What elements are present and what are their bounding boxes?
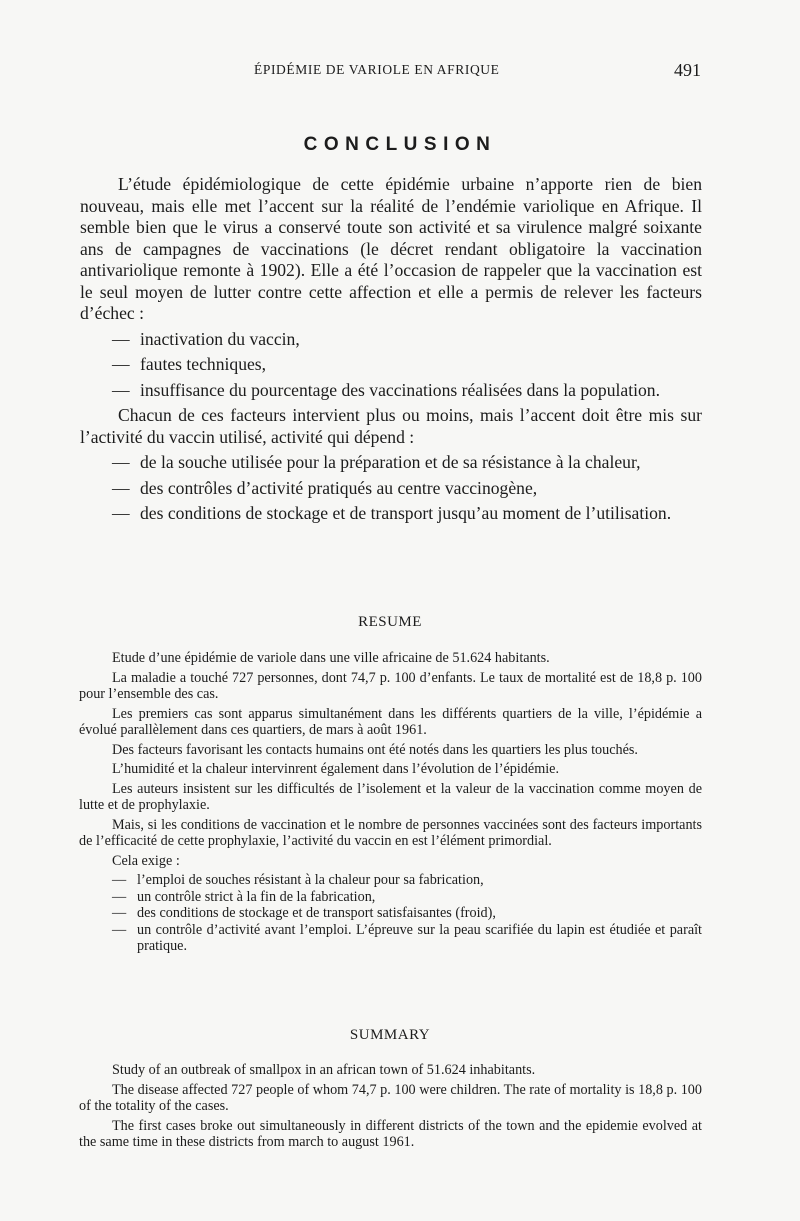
summary-paragraph: Study of an outbreak of smallpox in an african town of 51.624 inhabitants.	[112, 1062, 536, 1078]
resume-section	[79, 650, 702, 955]
summary-section	[79, 1062, 702, 1154]
dash-bullet: —	[112, 452, 130, 472]
dash-bullet: —	[112, 905, 127, 921]
resume-paragraph: Mais, si les conditions de vaccination et le nombre de personnes vaccinées sont des facteurs importants de l’efficacité de cette prophylaxie, l’activité du vaccin en est l’élément primordial.	[79, 816, 702, 849]
list-item: — fautes techniques,	[112, 354, 267, 374]
resume-requires: Cela exige :	[112, 852, 180, 869]
dash-bullet: —	[112, 503, 130, 523]
dependencies-list	[80, 452, 702, 525]
resume-paragraph: Des facteurs favorisant les contacts humains ont été notés dans les quartiers les plus touchés.	[112, 741, 638, 758]
list-item: — des conditions de stockage et de transport satisfaisantes (froid),	[112, 905, 496, 921]
dash-bullet: —	[112, 888, 127, 905]
list-item: — un contrôle d’activité avant l’emploi. L’épreuve sur la peau scarifiée du lapin est étudiée et paraît pratique.	[112, 921, 702, 954]
requirements-list	[79, 872, 702, 955]
resume-paragraph: L’humidité et la chaleur intervinrent également dans l’évolution de l’épidémie.	[112, 761, 560, 777]
list-item: — insuffisance du pourcentage des vaccinations réalisées dans la population.	[112, 379, 660, 400]
running-title: ÉPIDÉMIE DE VARIOLE EN AFRIQUE	[254, 62, 500, 77]
summary-paragraph: The disease affected 727 people of whom 74,7 p. 100 were children. The rate of mortality is 18,8 p. 100 of the totality of the cases.	[79, 1081, 702, 1114]
dash-bullet: —	[112, 328, 130, 349]
resume-heading: RESUME	[358, 614, 422, 630]
dash-bullet: —	[112, 354, 130, 374]
list-item: — de la souche utilisée pour la préparation et de sa résistance à la chaleur,	[112, 452, 641, 472]
failure-factors-list	[80, 329, 702, 402]
conclusion-intro: L’étude épidémiologique de cette épidémie urbaine n’apporte rien de bien nouveau, mais elle met l’accent sur la réalité de l’endémie variolique en Afrique. Il semble bien que le virus a conservé toute son activité et sa virulence malgré soixante ans de campagnes de vaccinations (le décret rendant obligatoire la vaccination antivariolique remonte à 1902). Elle a été l’occasion de rappeler que la vaccination est le seul moyen de lutter contre cette affection et elle a permis de relever les facteurs d’échec :	[80, 174, 702, 323]
dash-bullet: —	[112, 477, 130, 498]
resume-paragraph: Les auteurs insistent sur les difficultés de l’isolement et la valeur de la vaccination comme moyen de lutte et de prophylaxie.	[79, 780, 702, 813]
list-item: — l’emploi de souches résistant à la chaleur pour sa fabrication,	[112, 872, 484, 888]
dash-bullet: —	[112, 872, 127, 888]
resume-paragraph: La maladie a touché 727 personnes, dont 74,7 p. 100 d’enfants. Le taux de mortalité est de 18,8 p. 100 pour l’ensemble des cas.	[79, 669, 702, 702]
conclusion-middle: Chacun de ces facteurs intervient plus ou moins, mais l’accent doit être mis sur l’activité du vaccin utilisé, activité qui dépend :	[80, 405, 702, 447]
list-item: — des contrôles d’activité pratiqués au centre vaccinogène,	[112, 477, 538, 498]
summary-paragraph: The first cases broke out simultaneously in different districts of the town and the epidemie evolved at the same time in these districts from march to august 1961.	[79, 1117, 702, 1150]
resume-paragraph: Les premiers cas sont apparus simultanément dans les différents quartiers de la ville, l’épidémie a évolué parallèlement dans ces quartiers, de mars à août 1961.	[79, 705, 702, 738]
list-item: — des conditions de stockage et de transport jusqu’au moment de l’utilisation.	[112, 503, 672, 523]
summary-heading: SUMMARY	[349, 1027, 431, 1043]
running-header	[0, 60, 800, 84]
dash-bullet: —	[112, 921, 127, 938]
conclusion-heading: CONCLUSION	[303, 134, 497, 155]
resume-paragraph: Etude d’une épidémie de variole dans une ville africaine de 51.624 habitants.	[112, 650, 550, 666]
dash-bullet: —	[112, 379, 130, 400]
list-item: — un contrôle strict à la fin de la fabrication,	[112, 888, 376, 905]
conclusion-section	[80, 174, 702, 529]
page-number: 491	[674, 60, 701, 80]
list-item: — inactivation du vaccin,	[112, 328, 300, 349]
